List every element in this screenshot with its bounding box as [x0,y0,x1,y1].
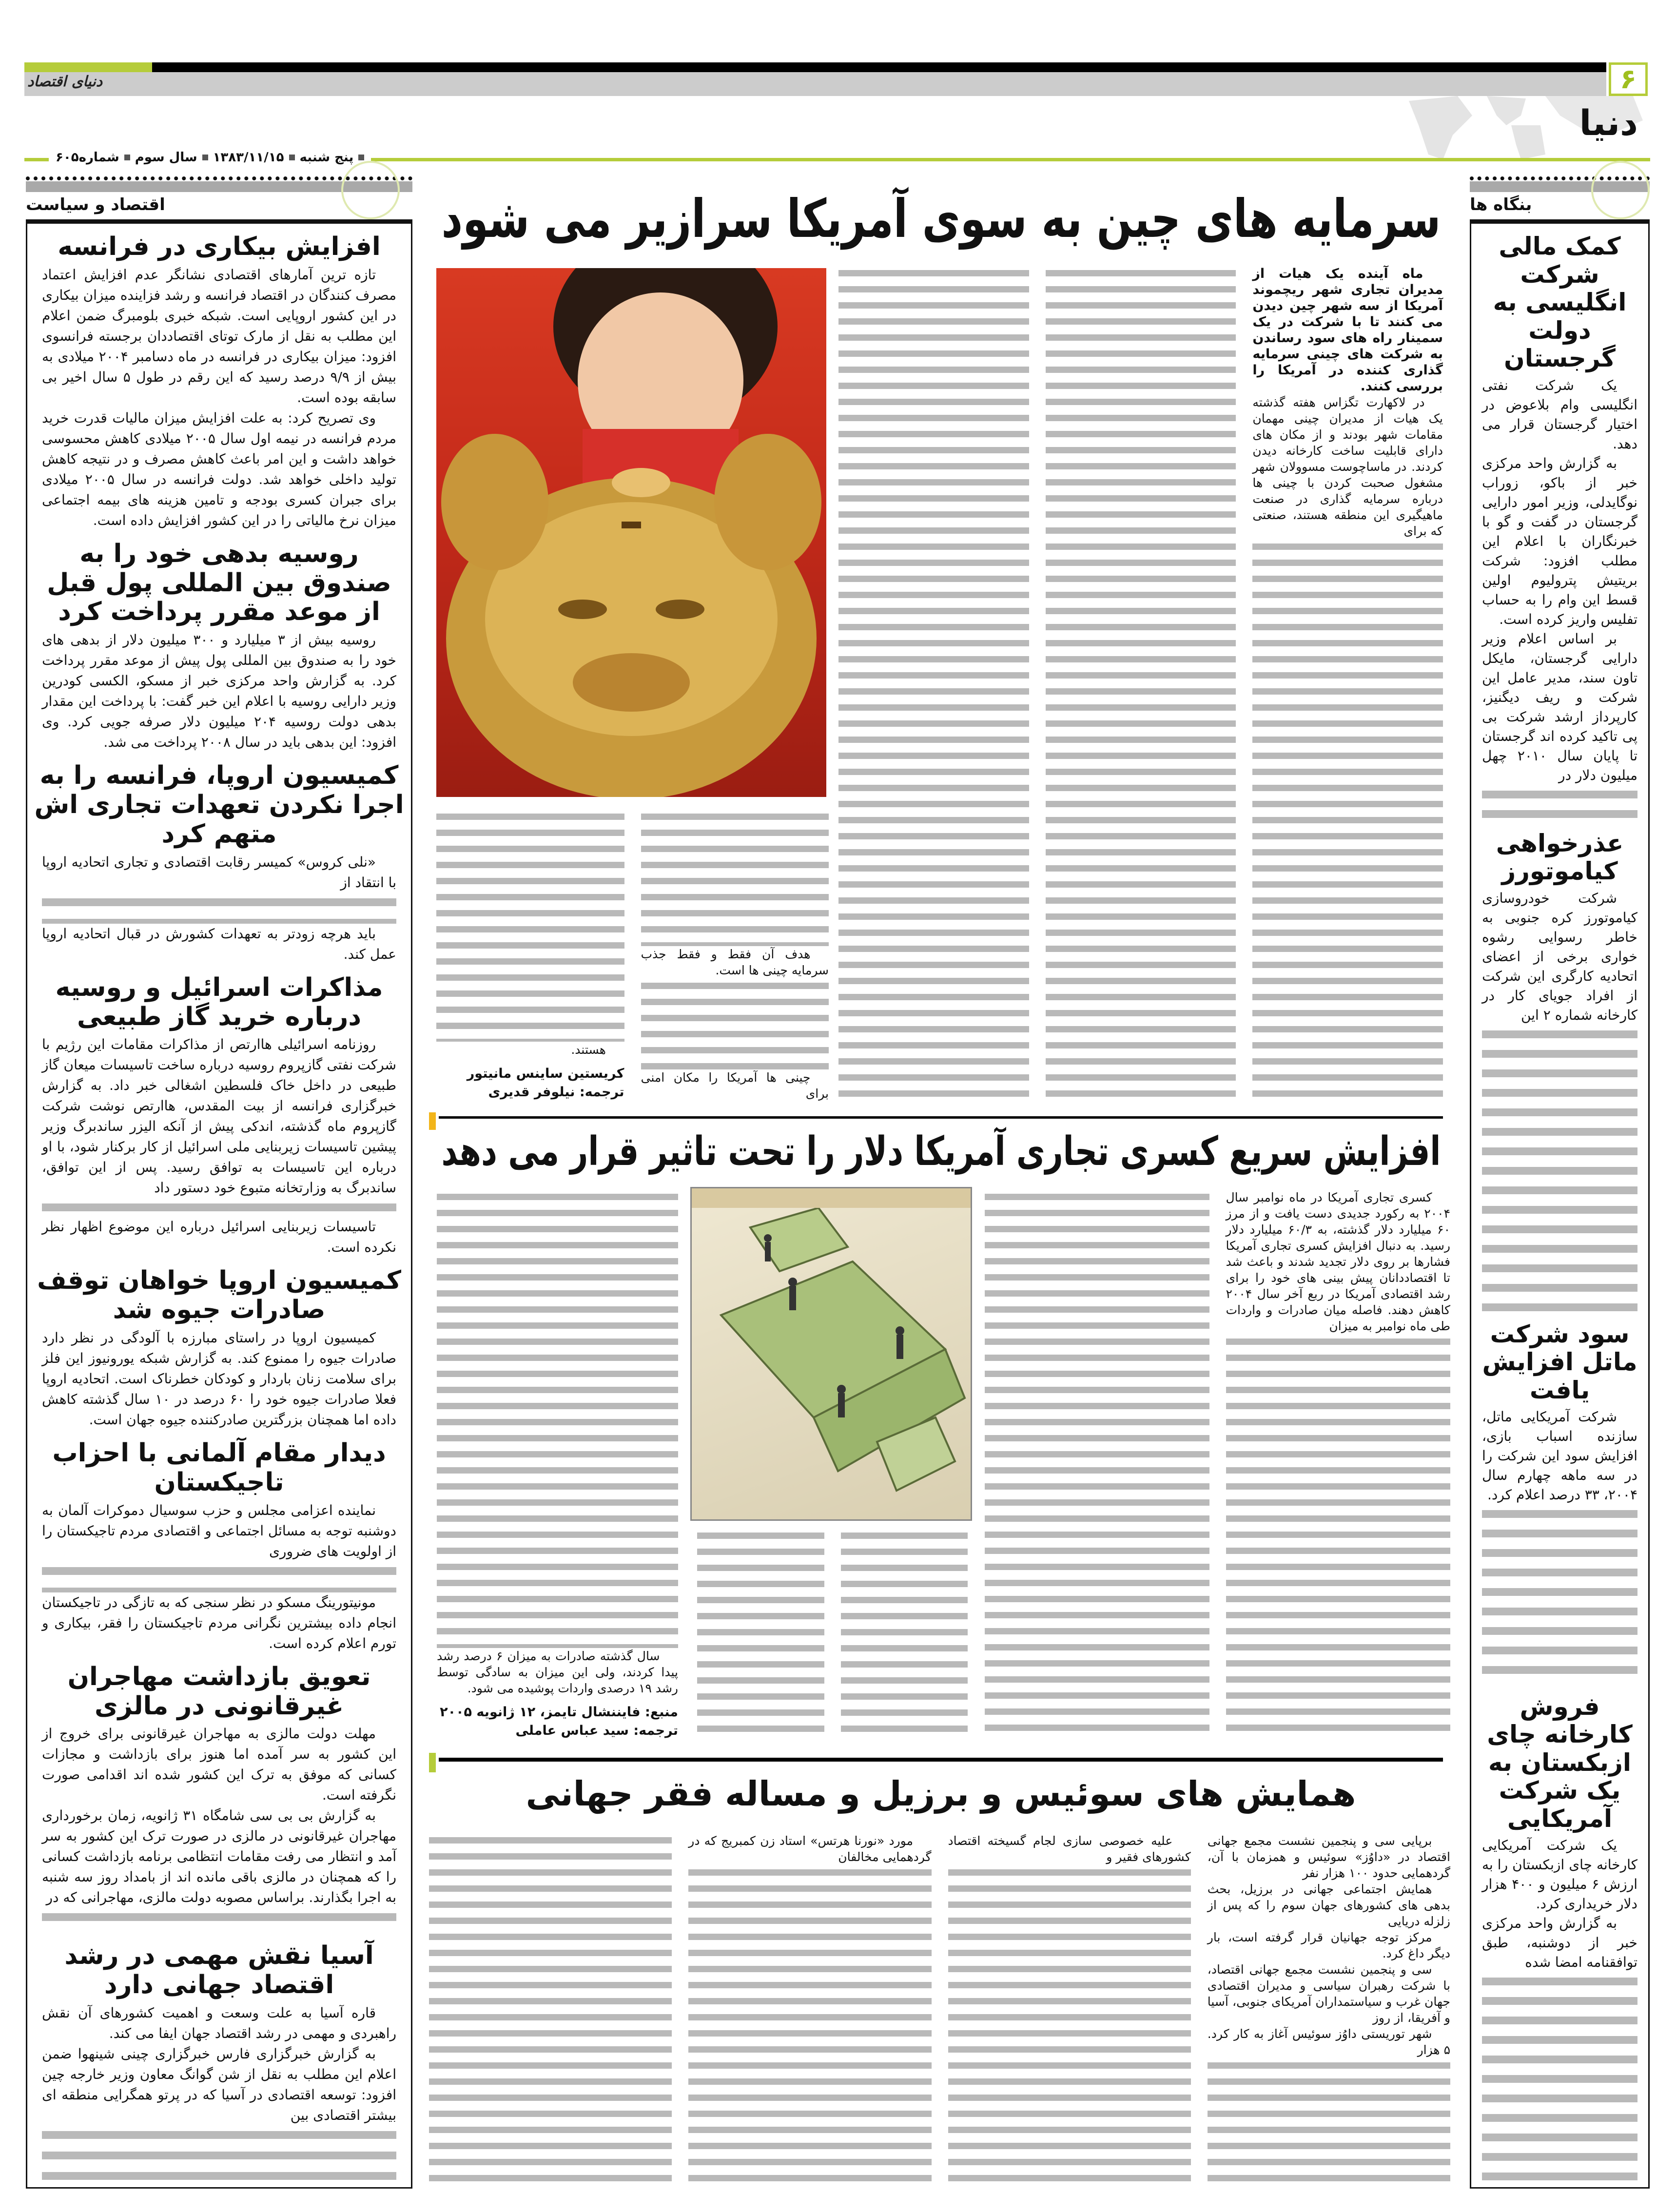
news-item [1471,1684,1648,2187]
news-paragraph: کمیسیون اروپا در راستای مبارزه با آلودگی در نظر دارد صادرات جیوه را ممنوع کند. به گزارش شبکه یورونیوز این فلز برای سلامت زنان باردار و کودکان خطرناک است. اتحادیه اروپا فعلا صادرات جیوه خود را ۶۰ درصد در ۱۰ سال گذشته کاهش داده اما همچنان بزرگترین صادرکننده جیوه جهان است. [42,1329,396,1428]
dateline-year: سال سوم [135,150,197,165]
news-paragraph: یک شرکت نفتی انگلیسی وام بلاعوض در اختیار گرجستان قرار می دهد. [1482,377,1637,452]
news-paragraph: به گزارش خبرگزاری فارس خبرگزاری چینی شینهوا ضمن اعلام این مطلب به نقل از شن گوانگ معاون وزیر خارجه چین افزود: توسعه اقتصادی در آسیا که در پرتو همگرایی منطقه ای بیشتر اقتصادی بین [42,2045,396,2123]
text-column [1208,1833,1450,2189]
news-paragraph: به گزارش بی بی سی شامگاه ۳۱ ژانویه، زمان برخورداری مهاجران غیرقانونی در مالزی در صورت ترک این کشور به سر آمد و انتظار می رفت مقامات انتظامی برنامه بازداشت کسانی را که همچنان در مالزی باقی مانده اند از بامداد روز سه شنبه به اجرا بگذارند. براساس مصوبه دولت مالزی، مهاجرانی که در [42,1807,396,1906]
text-column [1046,266,1236,1102]
article-body [838,266,1443,1102]
article-paragraph: هدف آن فقط و فقط جذب سرمایه چینی ها است. [641,947,829,977]
text-column [1226,1189,1451,1735]
news-paragraph: به گزارش واحد مرکزی خبر از باکو، زوراب نوگایدلی، وزیر امور دارایی گرجستان در گفت و گو با خبرنگاران با اعلام این مطلب افزود: شرکت بریتیش پترولیوم اولین قسط این وام را به حساب تفلیس واریز کرده است. [1482,455,1637,627]
text-column [688,1833,931,2189]
news-paragraph: یک شرکت آمریکایی کارخانه چای ازبکستان را به ارزش ۶ میلیون و ۴۰۰ هزار دلار خریداری کرد. [1482,1837,1637,1912]
news-item [1471,1312,1648,1684]
section-marker [429,1112,436,1130]
body-text-lines [948,1865,1191,2189]
body-text-lines [42,1198,396,1217]
article-paragraph: علیه خصوصی سازی لجام گسیخته اقتصاد کشورهای فقیر و [948,1834,1191,1864]
article-paragraph: مرکز توجه جهانیان قرار گرفته است، بار دیگر داغ کرد. [1207,1930,1450,1960]
article-paragraph: شهر توریستی داوُز سوئیس آغاز به کار کرد. ۵ هزار [1207,2027,1450,2057]
news-paragraph: وی تصریح کرد: به علت افزایش میزان مالیات قدرت خرید مردم فرانسه در نیمه اول سال ۲۰۰۵ میلادی کاهش محسوسی خواهد داشت و این امر باعث کاهش مصرف و در نتیجه کاهش تولید داخلی خواهد شد. دولت فرانسه در سال ۲۰۰۵ میلادی برای جبران کسری بودجه و تامین هزینه های بیمه اجتماعی میزان نرخ مالیاتی را در این کشور افزایش داده است. [42,409,396,528]
news-paragraph: مونیتورینگ مسکو در نظر سنجی که به تازگی در تاجیکستان انجام داده بیشترین نگرانی مردم تاجیکستان را فقر، بیکاری و تورم اعلام کرده است. [42,1594,396,1651]
news-paragraph: بر اساس اعلام وزیر دارایی گرجستان، مایکل تاون سند، مدیر عامل این شرکت و ریف دیگنیز، کارپرداز ارشد شرکت بی پی تاکید کرده اند گرجستان تا پایان سال ۲۰۱۰ چهل میلیون دلار در [1482,630,1637,783]
news-headline: فروش کارخانه چای ازبکستان به یک شرکت آمریکایی [1487,1692,1633,1833]
main-headline-text: سرمایه های چین به سوی آمریکا سرازیر می شود [441,189,1441,250]
news-headline: روسیه بدهی خود را به صندوق بین المللی پول قبل از موعد مقرر پرداخت کرد [47,539,391,627]
text-column [436,809,624,1102]
news-headline: کمیسیون اروپا خواهان توقف صادرات جیوه شد [37,1266,401,1325]
news-item [1471,821,1648,1312]
header-accent-bar [24,62,152,72]
article-paragraph: برپایی سی و پنجمین نشست مجمع جهانی اقتصاد در «داوُز» سوئیس و همزمان با آن، گردهمایی حدود ۱۰۰ هزار نفر [1207,1834,1450,1880]
text-column [437,1189,678,1740]
body-text-lines [1482,785,1637,821]
body-text-lines [42,893,396,924]
news-headline: افزایش بیکاری در فرانسه [58,232,381,261]
news-headline: دیدار مقام آلمانی با احزاب تاجیکستان [52,1438,386,1497]
body-text-lines [42,1562,396,1592]
newspaper-logo: دنیای اقتصاد [27,73,103,90]
body-text-lines [1226,1334,1451,1735]
article-divider [439,1758,1443,1762]
article-lead: ماه آینده یک هیات از مدیران تجاری شهر ریچموند آمریکا از سه شهر چین دیدن می کنند تا با شرکت در یک سمینار راه های سود رساندن به شرکت های چینی سرمایه گذاری کننده در آمریکا را بررسی کنند. [1252,266,1443,394]
news-headline: تعویق بازداشت مهاجران غیرقانونی در مالزی [67,1662,371,1721]
news-item [27,965,411,1258]
main-headline [439,185,1443,253]
body-text-lines [985,1189,1209,1735]
article-headline-text: همایش های سوئیس و برزیل و مساله فقر جهانی [526,1774,1356,1814]
text-column [641,809,829,1102]
body-text-lines [429,1833,672,2189]
body-text-lines [641,809,829,946]
news-headline: کمیسیون اروپا، فرانسه را به اجرا نکردن تعهدات تجاری اش متهم کرد [34,761,404,849]
news-item [27,753,411,965]
dateline [49,150,371,165]
body-text-lines [436,809,624,1042]
news-headline: آسیا نقش مهمی در رشد اقتصاد جهانی دارد [64,1940,374,1999]
header-gray-band [24,72,1606,96]
article-paragraph: مورد «نورنا هرتس» استاد زن کمبریج که در گردهمایی مخالفان [688,1834,932,1864]
text-column [948,1833,1191,2189]
body-text-lines [641,978,829,1069]
article-paragraph: سی و پنجمین نشست مجمع جهانی اقتصاد، با شرکت رهبران سیاسی و مدیران اقتصادی جهان غرب و سیاستمداران آمریکای جنوبی، آسیا و آفریقا، از روز [1207,1962,1450,2025]
left-column-title: اقتصاد و سیاست [26,195,165,214]
body-text-lines [1208,2058,1450,2189]
news-paragraph: روسیه بیش از ۳ میلیارد و ۳۰۰ میلیون دلار از بدهی های خود را به صندوق بین المللی پول پیش از موعد مقرر پرداخت کرد. به گزارش واحد مرکزی خبر از مسکو، الکسی کودرین وزیر دارایی روسیه با اعلام این خبر گفت: با پرداخت این مقدار بدهی دولت روسیه ۲۰۴ میلیون دلار صرفه جویی کرد. وی افزود: این بدهی باید در سال ۲۰۰۸ پرداخت می شد. [42,632,396,751]
article-photo [436,268,826,797]
right-news-column [1470,219,1650,2189]
puzzle-business-illustration [692,1188,971,1519]
right-column-title: بنگاه ها [1470,195,1532,214]
body-text-lines [1046,266,1236,1102]
text-column [429,1833,672,2189]
child-piggy-bank-photo [436,268,826,797]
article-body-continued [437,1189,678,1740]
body-text-lines [697,1528,824,1735]
dateline-issue: شماره۶۰۵ [56,150,119,165]
article-translator: ترجمه: نیلوفر قدیری [488,1085,624,1100]
section-title: دنیا [1579,102,1638,143]
body-text-lines [1482,1505,1637,1684]
news-paragraph: قاره آسیا به علت وسعت و اهمیت کشورهای آن نقش راهبردی و مهمی در رشد اقتصاد جهان ایفا می کند. [42,2004,396,2041]
article-paragraph: در لاکهارت تگزاس هفته گذشته یک هیات از مدیران چینی مهمان مقامات شهر بودند و از مکان های دارای قابلیت ساخت کارخانه دیدن کردند. در ماساچوست مسوولان شهر مشغول صحبت کردن با چینی ها درباره سرمایه گذاری در صنعت ماهیگیری این منطقه هستند، صنعتی که برای [1252,395,1443,538]
news-headline: مذاکرات اسرائیل و روسیه درباره خرید گاز طبیعی [55,972,383,1031]
article-body [429,1833,1450,2189]
body-text-lines [841,1528,968,1735]
news-headline: عذرخواهی کیاموتورز [1496,829,1624,886]
news-paragraph: تازه ترین آمارهای اقتصادی نشانگر عدم افزایش اعتماد مصرف کنندگان در اقتصاد فرانسه و رشد فزاینده میزان بیکاری در این کشور اروپایی است. شبکه خبری بلومبرگ ضمن اعلام این مطلب به نقل از مارک توتای اقتصاددان برجسته فرانسوی افزود: میزان بیکاری در فرانسه در ماه دسامبر ۲۰۰۴ میلادی به بیش از ۹/۹ درصد رسید که این رقم در طول ۵ سال اخیر بی سابقه بوده است. [42,266,397,406]
news-paragraph: به گزارش واحد مرکزی خبر از دوشنبه، طبق توافقنامه امضا شده [1482,1915,1637,1971]
article-headline-text: افزایش سریع کسری تجاری آمریکا دلار را تحت تاثیر قرار می دهد [441,1128,1441,1175]
body-text-lines [1482,1025,1637,1312]
bullet-square-icon [124,155,130,160]
body-text-lines [1482,1972,1637,2187]
article-illustration [690,1187,972,1521]
news-paragraph: شرکت خودروسازی کیاموتورز کره جنوبی به خاطر رسوایی رشوه خواری برخی از اعضای اتحادیه کارگری این شرکت از افراد جویای کار در کارخانه شماره ۲ این [1482,890,1637,1023]
header-black-bar [152,62,1606,72]
news-item [27,1933,411,2187]
article-body-continued [697,1528,968,1735]
news-item [27,1654,411,1933]
article-source: منبع: فایننشال تایمز، ۱۲ ژانویه ۲۰۰۵ [440,1705,678,1720]
news-item [27,1258,411,1430]
bullet-square-icon [202,155,208,160]
left-news-column [26,219,412,2189]
section-marker [429,1753,436,1772]
body-text-lines [688,1865,931,2189]
news-item [27,224,411,531]
article-paragraph: چینی ها آمریکا را مکان امنی برای [641,1070,829,1101]
spacer [437,1696,678,1703]
globe-icon [1591,161,1650,219]
news-paragraph: تاسیسات زیربنایی اسرائیل درباره این موضوع اظهار نظر نکرده است. [42,1219,396,1256]
news-item [27,1430,411,1654]
news-paragraph: مهلت دولت مالزی به مهاجران غیرقانونی برای خروج از این کشور به سر آمده اما هنوز برای بازداشت و مجازات کسانی که موفق به ترک این کشور شده اند اقدامی صورت نگرفته است. [42,1726,396,1804]
body-text-lines [437,1189,678,1648]
article-divider [439,1116,1443,1119]
article-body-continued [436,809,829,1102]
page-number: ۶ [1609,62,1648,96]
text-column [838,266,1029,1102]
news-item [1471,224,1648,821]
article-headline [439,1124,1443,1180]
news-item [27,531,411,753]
text-column [841,1528,968,1735]
text-column [697,1528,824,1735]
news-headline: سود شرکت ماتل افزایش یافت [1482,1319,1637,1404]
news-paragraph: نماینده اعزامی مجلس و حزب سوسیال دموکرات آلمان به دوشنبه توجه به مسائل اجتماعی و اقتصادی مردم تاجیکستان را از اولویت های ضروری [42,1502,396,1559]
news-paragraph: شرکت آمریکایی ماتل، سازنده اسباب بازی، افزایش سود این شرکت را در سه ماهه چهارم سال ۲۰۰۴، ۳۳ درصد اعلام کرد. [1482,1409,1637,1503]
article-headline [439,1769,1443,1818]
text-column [1252,266,1443,1102]
article-paragraph: همایش اجتماعی جهانی در برزیل، بحث بدهی های کشورهای جهان سوم را که پس از زلزله دریایی [1207,1882,1450,1928]
news-headline: کمک مالی شرکت انگلیسی به دولت گرجستان [1493,232,1627,372]
article-body [985,1189,1450,1735]
body-text-lines [1252,539,1443,1102]
article-source: کریستین ساینس مانیتور [467,1066,624,1081]
article-translator: ترجمه: سید عباس عاملی [515,1723,678,1738]
text-column [985,1189,1209,1735]
dateline-date: ۱۳۸۳/۱۱/۱۵ [213,150,284,165]
globe-icon [341,161,400,219]
article-paragraph: سال گذشته صادرات به میزان ۶ درصد رشد پیدا کردند، ولی این میزان به سادگی توسط رشد ۱۹ درصدی واردات پوشیده می شود. [437,1649,678,1695]
bullet-square-icon [358,155,364,160]
dateline-day: پنج شنبه [299,150,354,165]
article-paragraph: هستند. [571,1043,606,1057]
bullet-square-icon [289,155,295,160]
article-paragraph: کسری تجاری آمریکا در ماه نوامبر سال ۲۰۰۴ به رکورد جدیدی دست یافت و از مرز ۶۰ میلیارد دلار گذشته، به ۶۰/۳ میلیارد دلار رسید. به دنبال افزایش کسری تجاری آمریکا فشارها بر روی دلار تجدید شدند و باعث شد تا اقتصاددانان پیش بینی های خود را برای رشد اقتصادی آمریکا در ربع آخر سال ۲۰۰۴ کاهش دهند. فاصله میان صادرات و واردات طی ماه نوامبر به میزان [1226,1190,1451,1333]
spacer [436,1058,624,1065]
news-paragraph: روزنامه اسرائیلی هاارتص از مذاکرات مقامات این رژیم با شرکت نفتی گازپروم روسیه درباره ساخت تاسیسات میعان گاز طبیعی در داخل خاک فلسطین اشغالی خبر داد. به گزارش خبرگزاری فرانسه از بیت المقدس، هاارتص نوشت شرکت گازپروم ماه گذشته، اندکی پیش از آنکه الیزر ساندبرگ وزیر پیشین تاسیسات زیربنایی ملی اسرائیل از کار برکنار شود، با او درباره این تاسیسات به توافق رسید. پس از این توافق، ساندبرگ به وزارتخانه متبوع خود دستور داد [42,1036,396,1196]
body-text-lines [838,266,1029,1102]
news-paragraph: «نلی کروس» کمیسر رقابت اقتصادی و تجاری اتحادیه اروپا با انتقاد از [42,854,396,891]
body-text-lines [42,1908,396,1933]
body-text-lines [42,2126,396,2187]
news-paragraph: باید هرچه زودتر به تعهدات کشورش در قبال اتحادیه اروپا عمل کند. [42,925,396,962]
